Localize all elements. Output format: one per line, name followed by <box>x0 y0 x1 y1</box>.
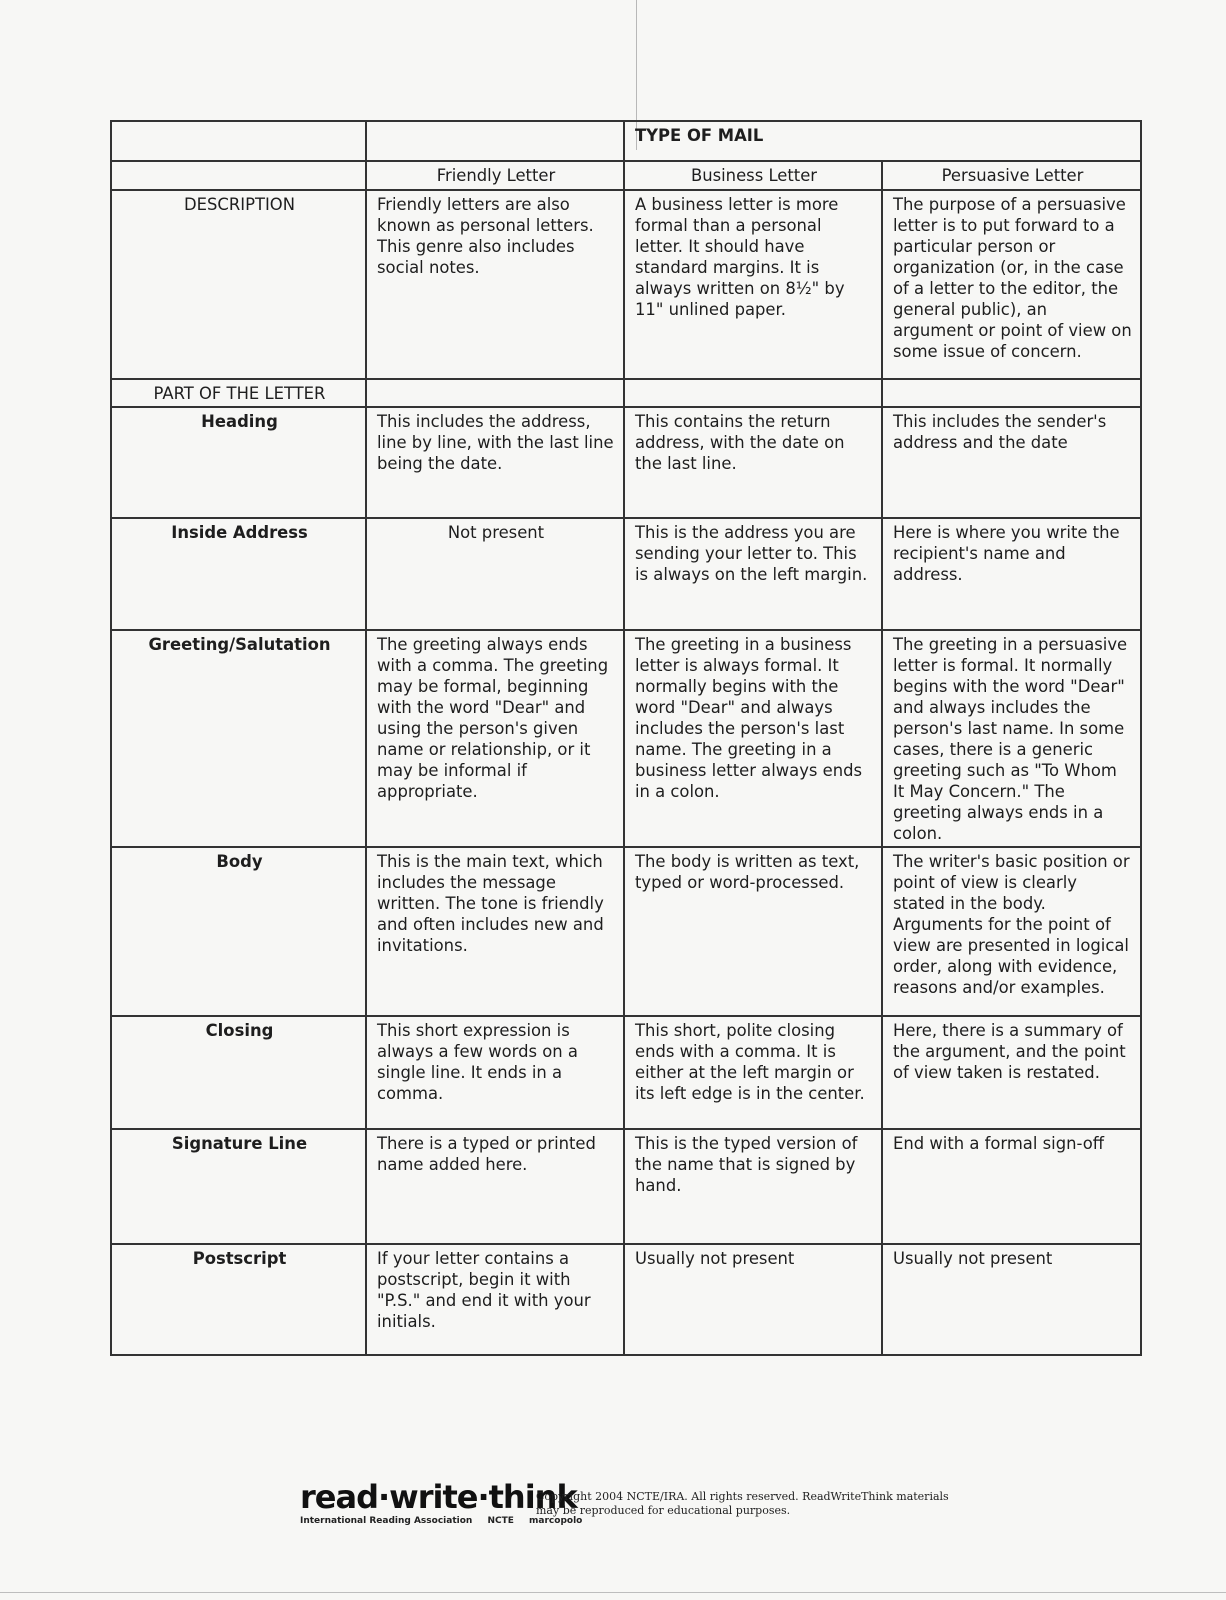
cell-greeting-friendly: The greeting always ends with a comma. The greeting may be formal, beginning with the word "Dear" and using the person's given name or relationship, or it may be informal if appropriate. <box>366 630 624 847</box>
cell-description-business: A business letter is more formal than a personal letter. It should have standard margins. It is always written on 8½" by 11" unlined paper. <box>624 190 882 379</box>
row-header-inside-address: Inside Address <box>111 518 366 630</box>
title-row <box>111 121 1141 161</box>
table-row <box>111 847 1141 1016</box>
description-row <box>111 190 1141 379</box>
column-header-row <box>111 161 1141 190</box>
column-header-blank <box>111 161 366 190</box>
row-header-body: Body <box>111 847 366 1016</box>
cell-closing-business: This short, polite closing ends with a comma. It is either at the left margin or its left edge is in the center. <box>624 1016 882 1129</box>
readwritethink-logo: read·write·think <box>300 1478 577 1516</box>
cell-description-friendly: Friendly letters are also known as personal letters. This genre also includes social notes. <box>366 190 624 379</box>
cell-inside-address-friendly: Not present <box>366 518 624 630</box>
cell-greeting-business: The greeting in a business letter is always formal. It normally begins with the word "Dear" and always includes the person's last name. The greeting in a business letter always ends in a colon. <box>624 630 882 847</box>
cell-signature-business: This is the typed version of the name that is signed by hand. <box>624 1129 882 1244</box>
row-header-closing: Closing <box>111 1016 366 1129</box>
cell-inside-address-persuasive: Here is where you write the recipient's name and address. <box>882 518 1141 630</box>
cell-postscript-friendly: If your letter contains a postscript, begin it with "P.S." and end it with your initials. <box>366 1244 624 1355</box>
cell-heading-persuasive: This includes the sender's address and the date <box>882 407 1141 518</box>
cell-closing-friendly: This short expression is always a few words on a single line. It ends in a comma. <box>366 1016 624 1129</box>
cell-postscript-business: Usually not present <box>624 1244 882 1355</box>
section-blank-cell <box>366 379 624 407</box>
table-title: TYPE OF MAIL <box>624 121 1141 161</box>
cell-heading-business: This contains the return address, with the date on the last line. <box>624 407 882 518</box>
table-row <box>111 518 1141 630</box>
cell-closing-persuasive: Here, there is a summary of the argument, and the point of view taken is restated. <box>882 1016 1141 1129</box>
partner-logo: International Reading Association <box>300 1516 473 1526</box>
cell-signature-persuasive: End with a formal sign-off <box>882 1129 1141 1244</box>
row-header-heading: Heading <box>111 407 366 518</box>
page-edge-line <box>0 1592 1226 1593</box>
row-header-greeting: Greeting/Salutation <box>111 630 366 847</box>
partner-logo: marcopolo <box>529 1516 583 1526</box>
column-header-business: Business Letter <box>624 161 882 190</box>
cell-description-persuasive: The purpose of a persuasive letter is to put forward to a particular person or organization (or, in the case of a letter to the editor, the general public), an argument or point of view on some issue of concern. <box>882 190 1141 379</box>
table-row <box>111 630 1141 847</box>
table-row <box>111 1244 1141 1355</box>
table-row <box>111 1129 1141 1244</box>
type-of-mail-table <box>110 120 1142 1356</box>
partner-logo: NCTE <box>487 1516 514 1526</box>
cell-body-business: The body is written as text, typed or word-processed. <box>624 847 882 1016</box>
cell-signature-friendly: There is a typed or printed name added here. <box>366 1129 624 1244</box>
cell-inside-address-business: This is the address you are sending your letter to. This is always on the left margin. <box>624 518 882 630</box>
footer <box>300 1478 960 1534</box>
copyright-notice: Copyright 2004 NCTE/IRA. All rights reserved. ReadWriteThink materials may be reproduced for educational purposes. <box>536 1490 949 1517</box>
cell-body-friendly: This is the main text, which includes the message written. The tone is friendly and often includes new and invitations. <box>366 847 624 1016</box>
column-header-persuasive: Persuasive Letter <box>882 161 1141 190</box>
cell-body-persuasive: The writer's basic position or point of view is clearly stated in the body. Arguments for the point of view are presented in logical order, along with evidence, reasons and/or examples. <box>882 847 1141 1016</box>
row-header-postscript: Postscript <box>111 1244 366 1355</box>
title-spacer-cell <box>366 121 624 161</box>
section-row <box>111 379 1141 407</box>
column-header-friendly: Friendly Letter <box>366 161 624 190</box>
section-label: PART OF THE LETTER <box>111 379 366 407</box>
cell-greeting-persuasive: The greeting in a persuasive letter is formal. It normally begins with the word "Dear" and always includes the person's last name. In some cases, there is a generic greeting such as "To Whom It May Concern." The greeting always ends in a colon. <box>882 630 1141 847</box>
section-blank-cell <box>624 379 882 407</box>
row-header-description: DESCRIPTION <box>111 190 366 379</box>
table-row <box>111 1016 1141 1129</box>
table-row <box>111 407 1141 518</box>
row-header-signature-line: Signature Line <box>111 1129 366 1244</box>
cell-heading-friendly: This includes the address, line by line, with the last line being the date. <box>366 407 624 518</box>
corner-cell <box>111 121 366 161</box>
cell-postscript-persuasive: Usually not present <box>882 1244 1141 1355</box>
section-blank-cell <box>882 379 1141 407</box>
